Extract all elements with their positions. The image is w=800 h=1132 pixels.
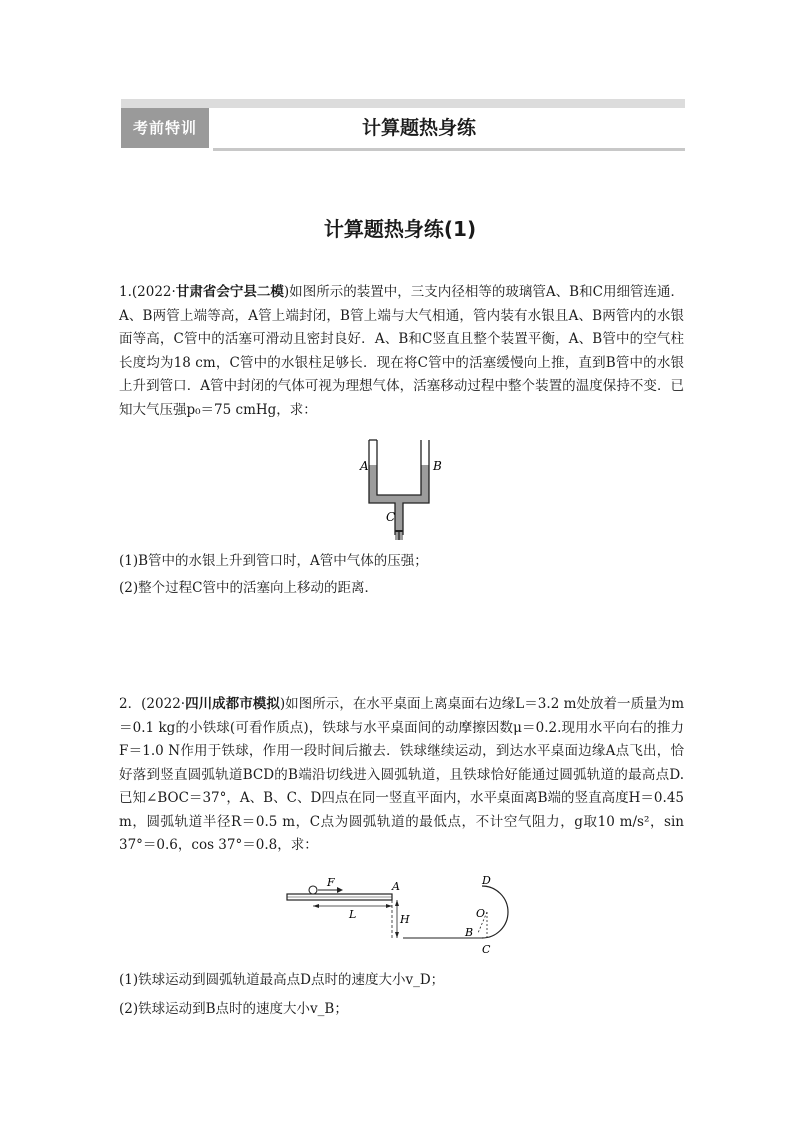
label-h: H [400, 913, 410, 926]
label-a2: A [392, 880, 400, 893]
problem-1-prefix: 1.(2022· [119, 284, 176, 300]
label-o: O [476, 907, 486, 920]
problem-2-text [119, 693, 684, 858]
arc-track [482, 886, 508, 938]
force-arrowhead [337, 887, 343, 893]
problem-1-question-1: (1)B管中的水银上升到管口时，A管中气体的压强； [119, 553, 428, 569]
label-c: C [386, 510, 396, 524]
banner-tag: 考前特训 [121, 108, 209, 148]
problem-2-question-1: (1)铁球运动到圆弧轨道最高点D点时的速度大小v_D； [119, 972, 445, 988]
problem-2-source: 四川成都市模拟 [185, 696, 280, 712]
banner-top-bar [121, 99, 685, 108]
problem-1-body: )如图所示的装置中，三支内径相等的玻璃管A、B和C用细管连通．A、B两管上端等高，A管上端封闭，B管上端与大气相通，管内装有水银且A、B两管内的水银面等高，C管中的活塞可滑动且密封良好．A、B和C竖直且整个装置平衡，A、B管中的空气柱长度均为18 cm，C管中的水银柱足够长．现在将C管中的活塞缓慢向上推，直到B管中的水银上升到管口．A管中封闭的气体可视为理想气体，活塞移动过程中整个装置的温度保持不变．已知大气压强p₀＝75 cmHg，求： [119, 284, 685, 418]
page-title: 计算题热身练(1) [323, 217, 477, 241]
problem-1-text [119, 281, 684, 422]
label-b: B [433, 459, 442, 473]
problem-1-source: 甘肃省会宁县二模 [175, 284, 284, 300]
problem-1-question-2: (2)整个过程C管中的活塞向上移动的距离． [119, 580, 378, 596]
label-a: A [360, 459, 369, 473]
u-tube-figure [355, 435, 455, 540]
track-figure [285, 875, 525, 955]
problem-2-body: )如图所示，在水平桌面上离桌面右边缘L＝3.2 m处放着一质量为m＝0.1 kg的小铁球(可看作质点)，铁球与水平桌面间的动摩擦因数μ＝0.2.现用水平向右的推力F＝1.0 N作用于铁球，作用一段时间后撤去．铁球继续运动，到达水平桌面边缘A点飞出，恰好落到竖直圆弧轨道BCD的B端沿切线进入圆弧轨道，且铁球恰好能通过圆弧轨道的最高点D.已知∠BOC＝37°，A、B、C、D四点在同一竖直平面内，水平桌面离B端的竖直高度H＝0.45 m，圆弧轨道半径R＝0.5 m，C点为圆弧轨道的最低点，不计空气阻力，g取10 m/s²，sin 37°＝0.6，cos 37°＝0.8，求： [119, 696, 684, 853]
label-c2: C [482, 943, 491, 955]
label-d: D [482, 875, 491, 887]
problem-2-question-2: (2)铁球运动到B点时的速度大小v_B； [119, 1001, 348, 1017]
label-b2: B [465, 926, 474, 939]
label-l: L [349, 908, 357, 921]
problem-2-prefix: 2．(2022· [119, 696, 186, 712]
banner-title: 计算题热身练 [361, 117, 476, 139]
section-banner [121, 99, 685, 151]
banner-title-box [213, 108, 685, 151]
label-f: F [327, 876, 335, 889]
ball [309, 886, 317, 894]
